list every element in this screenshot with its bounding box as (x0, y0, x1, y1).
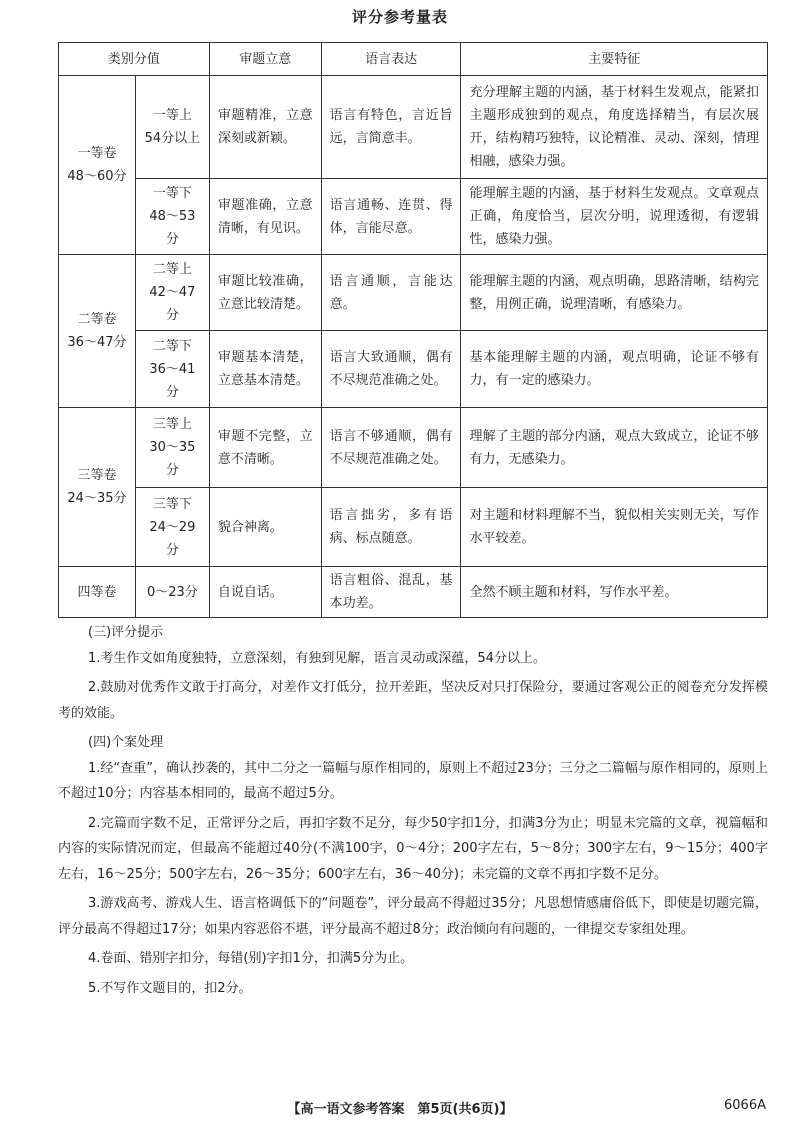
table-row (59, 488, 768, 567)
language-cell: 语言不够通顺，偶有不尽规范准确之处。 (321, 408, 461, 488)
group-label: 二等卷 36～47分 (59, 255, 136, 408)
topic-cell: 审题准确，立意清晰，有见识。 (209, 179, 321, 255)
level-cell: 0～23分 (135, 567, 209, 618)
topic-cell: 自说自话。 (209, 567, 321, 618)
features-cell: 对主题和材料理解不当，貌似相关实则无关，写作水平较差。 (461, 488, 768, 567)
header-features: 主要特征 (461, 43, 768, 76)
section-heading-cases: (四)个案处理 (88, 735, 164, 750)
language-cell: 语言有特色，言近旨远，言简意丰。 (321, 76, 461, 179)
topic-cell: 审题不完整，立意不清晰。 (209, 408, 321, 488)
page-footer (0, 1098, 800, 1122)
note-paragraph: 5.不写作文题目的，扣2分。 (88, 980, 252, 996)
page-title: 评分参考量表 (351, 8, 448, 26)
topic-cell: 审题基本清楚，立意基本清楚。 (209, 331, 321, 408)
table-header-row (59, 43, 768, 76)
note-paragraph: 1.经“查重”，确认抄袭的，其中二分之一篇幅与原作相同的，原则上不超过23分；三分之二篇幅与原作相同的，原则上不超过10分；内容基本相同的，最高不超过5分。 (58, 760, 768, 801)
features-cell: 充分理解主题的内涵，基于材料生发观点，能紧扣主题形成独到的观点，角度选择精当，有层次展开，结构精巧独特，议论精准、灵动、深刻，情理相融，感染力强。 (461, 76, 768, 179)
table-row (59, 567, 768, 618)
language-cell: 语言通畅、连贯、得体，言能尽意。 (321, 179, 461, 255)
note-paragraph: 2.完篇而字数不足，正常评分之后，再扣字数不足分，每少50字扣1分，扣满3分为止；明显未完篇的文章，视篇幅和内容的实际情况而定，但最高不能超过40分(不满100字，0～4分；200字左右，5～8分；300字左右，9～15分；400字左右，16～25分；500字左右，26～35分；600字左右，36～40分)；未完篇的文章不再扣字数不足分。 (58, 815, 768, 882)
table-row (59, 331, 768, 408)
level-cell: 一等下 48～53分 (135, 179, 209, 255)
table-row (59, 179, 768, 255)
table-row (59, 408, 768, 488)
features-cell: 基本能理解主题的内涵，观点明确，论证不够有力，有一定的感染力。 (461, 331, 768, 408)
topic-cell: 审题精准，立意深刻或新颖。 (209, 76, 321, 179)
group-label: 一等卷 48～60分 (59, 76, 136, 255)
language-cell: 语言大致通顺，偶有不尽规范准确之处。 (321, 331, 461, 408)
table-row (59, 76, 768, 179)
level-cell: 二等上 42～47分 (135, 255, 209, 331)
level-cell: 二等下 36～41分 (135, 331, 209, 408)
level-cell: 三等下 24～29分 (135, 488, 209, 567)
level-cell: 三等上 30～35分 (135, 408, 209, 488)
features-cell: 理解了主题的部分内涵，观点大致成立，论证不够有力，无感染力。 (461, 408, 768, 488)
footer-page-info: 【高一语文参考答案 第5页(共6页)】 (287, 1102, 513, 1117)
scoring-table (58, 42, 768, 618)
topic-cell: 貌合神离。 (209, 488, 321, 567)
language-cell: 语言通顺，言能达意。 (321, 255, 461, 331)
header-category: 类别分值 (59, 43, 210, 76)
note-paragraph: 2.鼓励对优秀作文敢于打高分，对差作文打低分，拉开差距，坚决反对只打保险分，要通过客观公正的阅卷充分发挥模考的效能。 (58, 680, 768, 721)
features-cell: 全然不顾主题和材料，写作水平差。 (461, 567, 768, 618)
note-paragraph: 4.卷面、错别字扣分，每错(别)字扣1分，扣满5分为止。 (88, 951, 414, 966)
language-cell: 语言粗俗、混乱，基本功差。 (321, 567, 461, 618)
features-cell: 能理解主题的内涵，基于材料生发观点。文章观点正确，角度恰当，层次分明，说理透彻，有逻辑性，感染力强。 (461, 179, 768, 255)
footer-code: 6066A (724, 1098, 766, 1113)
level-cell: 一等上 54分以上 (135, 76, 209, 179)
language-cell: 语言拙劣，多有语病、标点随意。 (321, 488, 461, 567)
group-label: 四等卷 (59, 567, 136, 618)
note-paragraph: 3.游戏高考、游戏人生、语言格调低下的“问题卷”，评分最高不得超过35分；凡思想情感庸俗低下，即使是切题完篇，评分最高不得超过17分；如果内容恶俗不堪，评分最高不超过8分；政治倾向有问题的，一律提交专家组处理。 (58, 896, 768, 937)
header-topic: 审题立意 (209, 43, 321, 76)
scoring-notes (58, 618, 768, 1005)
note-paragraph: 1.考生作文如角度独特，立意深刻，有独到见解，语言灵动或深蕴，54分以上。 (88, 650, 546, 666)
features-cell: 能理解主题的内涵，观点明确，思路清晰，结构完整，用例正确，说理清晰，有感染力。 (461, 255, 768, 331)
section-heading-tips: (三)评分提示 (88, 625, 164, 640)
table-row (59, 255, 768, 331)
header-language: 语言表达 (321, 43, 461, 76)
topic-cell: 审题比较准确，立意比较清楚。 (209, 255, 321, 331)
group-label: 三等卷 24～35分 (59, 408, 136, 567)
